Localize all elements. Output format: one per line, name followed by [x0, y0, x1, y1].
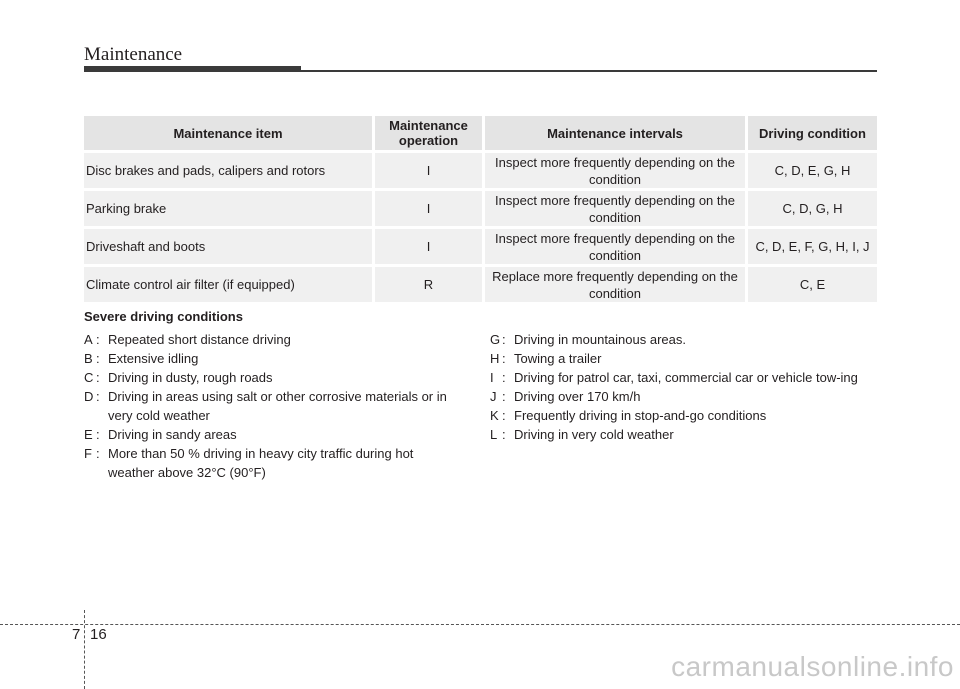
condition-letter: G: [490, 332, 501, 347]
condition-letter: J: [490, 389, 497, 404]
header-maintenance-operation: Maintenance operation: [372, 116, 482, 150]
cell-operation: I: [372, 153, 482, 188]
condition-item: [84, 330, 454, 349]
cell-interval: Replace more frequently depending on the condition: [482, 267, 745, 302]
condition-text: Driving over 170 km/h: [514, 389, 641, 404]
page-number: 16: [90, 626, 107, 643]
condition-item: [84, 387, 454, 425]
condition-text: Repeated short distance driving: [108, 332, 291, 347]
condition-letter: E: [84, 427, 93, 442]
chapter-number: 7: [72, 626, 81, 643]
condition-separator: :: [502, 351, 506, 366]
condition-letter: F: [84, 446, 92, 461]
header-rule-thick: [84, 66, 301, 72]
table-row: [84, 229, 877, 264]
cell-condition: C, D, E, F, G, H, I, J: [745, 229, 877, 264]
condition-separator: :: [96, 446, 100, 461]
condition-text: Frequently driving in stop-and-go conditions: [514, 408, 767, 423]
footer-divider: [0, 624, 960, 625]
condition-text: Driving in mountainous areas.: [514, 332, 686, 347]
condition-item: [84, 444, 454, 482]
condition-separator: :: [96, 370, 100, 385]
header-rule-thin: [301, 70, 877, 72]
header-maintenance-intervals: Maintenance intervals: [482, 116, 745, 150]
condition-item: [490, 368, 880, 387]
cell-condition: C, E: [745, 267, 877, 302]
condition-letter: B: [84, 351, 93, 366]
condition-letter: H: [490, 351, 500, 366]
condition-separator: :: [96, 351, 100, 366]
condition-text: Driving in areas using salt or other corrosive materials or in very cold weather: [108, 389, 447, 423]
cell-interval: Inspect more frequently depending on the condition: [482, 153, 745, 188]
maintenance-table: [84, 113, 877, 305]
condition-text: Driving in sandy areas: [108, 427, 237, 442]
table-row: [84, 267, 877, 302]
cell-condition: C, D, G, H: [745, 191, 877, 226]
cell-item: Climate control air filter (if equipped): [84, 267, 372, 302]
section-title: Maintenance: [84, 44, 183, 65]
table-row: [84, 153, 877, 188]
cell-operation: I: [372, 229, 482, 264]
condition-separator: :: [502, 332, 506, 347]
cell-operation: I: [372, 191, 482, 226]
condition-text: More than 50 % driving in heavy city traffic during hot weather above 32°C (90°F): [108, 446, 414, 480]
condition-letter: K: [490, 408, 499, 423]
condition-item: [490, 330, 880, 349]
watermark: carmanualsonline.info: [671, 651, 954, 682]
condition-text: Driving for patrol car, taxi, commercial car or vehicle tow-ing: [514, 370, 858, 385]
condition-text: Driving in dusty, rough roads: [108, 370, 273, 385]
condition-item: [84, 349, 454, 368]
condition-item: [84, 368, 454, 387]
condition-text: Extensive idling: [108, 351, 199, 366]
severe-conditions-title: Severe driving conditions: [84, 309, 243, 324]
table-header-row: [84, 116, 877, 150]
condition-separator: :: [502, 370, 506, 385]
condition-text: Towing a trailer: [514, 351, 602, 366]
condition-item: [84, 425, 454, 444]
cell-item: Driveshaft and boots: [84, 229, 372, 264]
table-row: [84, 191, 877, 226]
condition-item: [490, 425, 880, 444]
cell-item: Disc brakes and pads, calipers and rotors: [84, 153, 372, 188]
cell-item: Parking brake: [84, 191, 372, 226]
condition-letter: L: [490, 427, 498, 442]
condition-separator: :: [502, 427, 506, 442]
condition-separator: :: [96, 332, 100, 347]
condition-separator: :: [96, 389, 100, 404]
condition-letter: I: [490, 370, 494, 385]
footer-vertical-divider: [84, 610, 85, 689]
header-driving-condition: Driving condition: [745, 116, 877, 150]
condition-item: [490, 406, 880, 425]
conditions-right-column: [490, 330, 880, 444]
condition-letter: C: [84, 370, 94, 385]
condition-letter: D: [84, 389, 94, 404]
condition-item: [490, 349, 880, 368]
cell-interval: Inspect more frequently depending on the condition: [482, 191, 745, 226]
condition-separator: :: [502, 389, 506, 404]
condition-text: Driving in very cold weather: [514, 427, 674, 442]
cell-condition: C, D, E, G, H: [745, 153, 877, 188]
condition-separator: :: [96, 427, 100, 442]
cell-operation: R: [372, 267, 482, 302]
header-maintenance-item: Maintenance item: [84, 116, 372, 150]
condition-separator: :: [502, 408, 506, 423]
condition-letter: A: [84, 332, 93, 347]
conditions-left-column: [84, 330, 454, 482]
condition-item: [490, 387, 880, 406]
cell-interval: Inspect more frequently depending on the condition: [482, 229, 745, 264]
